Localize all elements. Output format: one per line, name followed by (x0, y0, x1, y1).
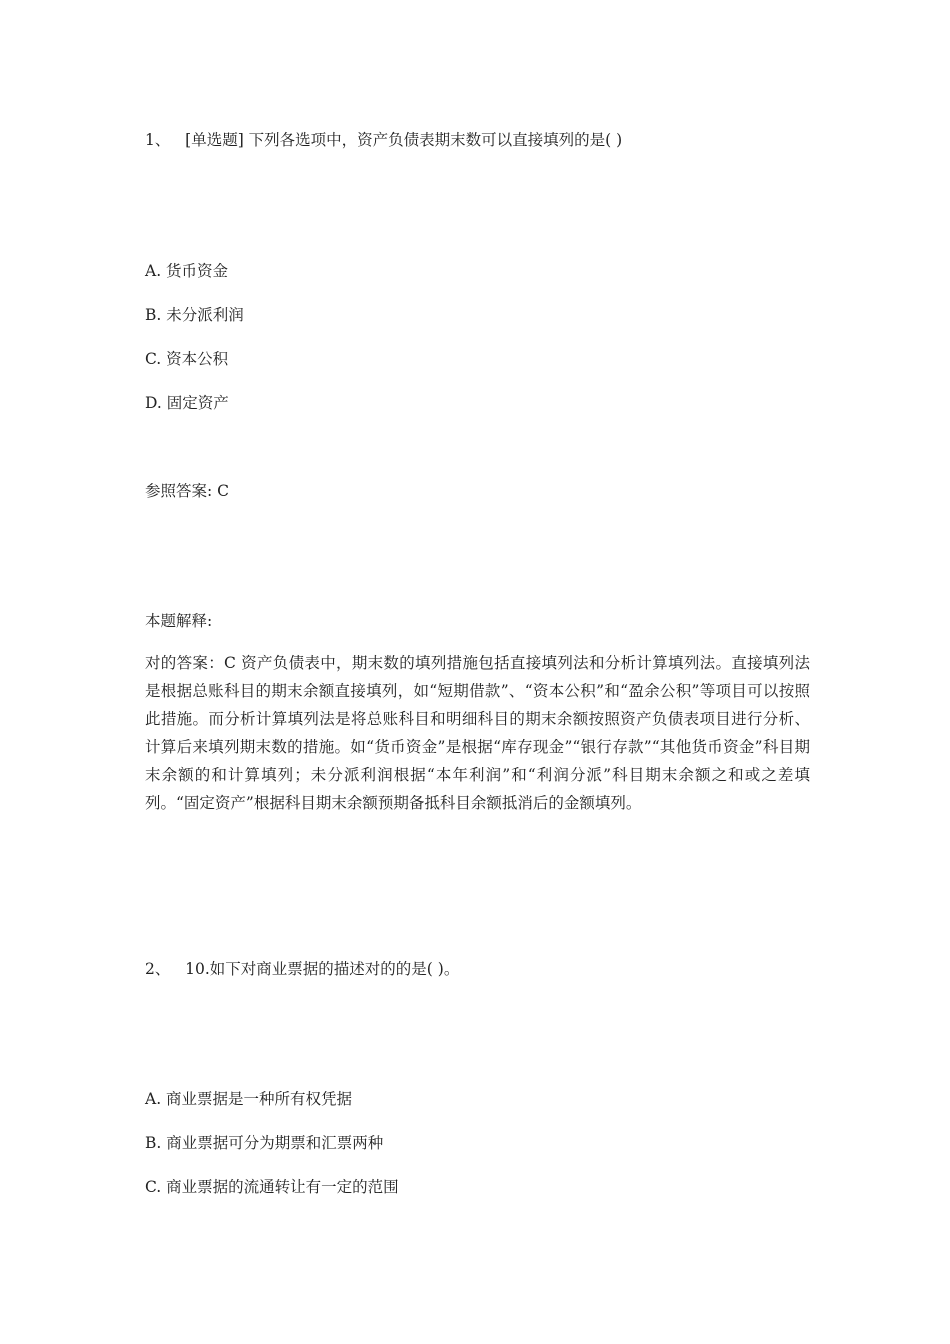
question-1-explanation-text: 对的答案：C 资产负债表中，期末数的填列措施包括直接填列法和分析计算填列法。直接填列法是根据总账科目的期末余额直接填列，如“短期借款”、“资本公积”和“盈余公积”等项目可以按照此措施。而分析计算填列法是将总账科目和明细科目的期末余额按照资产负债表项目进行分析、计算后来填列期末数的措施。如“货币资金”是根据“库存现金”“银行存款”“其他货币资金”科目期末余额的和计算填列；未分派利润根据“本年利润”和“利润分派”科目期末余额之和或之差填列。“固定资产”根据科目期末余额预期备抵科目余额抵消后的金额填列。 (145, 654, 810, 812)
question-2-option-a: A. 商业票据是一种所有权凭据 (145, 1090, 353, 1108)
question-1-option-c: C. 资本公积 (145, 350, 229, 368)
question-2-stem (145, 957, 459, 979)
question-1-text: [单选题] 下列各选项中，资产负债表期末数可以直接填列的是( ) (185, 131, 623, 149)
question-2-number: 2、 (145, 960, 171, 978)
question-2-option-c: C. 商业票据的流通转让有一定的范围 (145, 1178, 399, 1196)
question-1-option-d: D. 固定资产 (145, 394, 229, 412)
question-1-explanation-label: 本题解释: (145, 612, 213, 630)
question-1-answer: 参照答案: C (145, 482, 230, 500)
question-2-text: 10.如下对商业票据的描述对的的是( )。 (185, 960, 460, 978)
question-1-option-a: A. 货币资金 (145, 262, 229, 280)
question-1-number: 1、 (145, 131, 171, 149)
question-2-option-b: B. 商业票据可分为期票和汇票两种 (145, 1134, 384, 1152)
question-1-option-b: B. 未分派利润 (145, 306, 244, 324)
question-1-stem (145, 128, 622, 150)
